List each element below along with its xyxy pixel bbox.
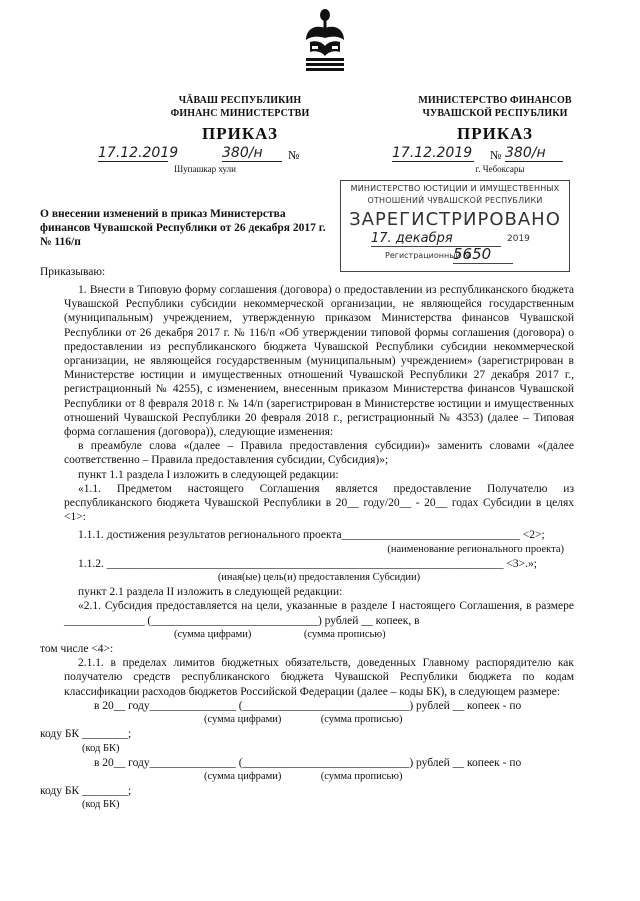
document-body — [40, 283, 574, 813]
paragraph: коду БК ________; — [40, 728, 132, 741]
paragraph: в 20__ году_______________ (_____________________________) рублей __ копеек - по — [94, 699, 522, 712]
field-caption: (сумма цифрами) (сумма прописью) — [204, 714, 403, 726]
stamp-line: ОТНОШЕНИЙ ЧУВАШСКОЙ РЕСПУБЛИКИ — [367, 196, 543, 205]
stamp-reg-number: 5650 — [453, 245, 513, 264]
order-date-left: 17.12.2019 — [98, 145, 179, 161]
paragraph: том числе <4>: — [40, 643, 114, 656]
org-line: МИНИСТЕРСТВО ФИНАНСОВ — [418, 95, 572, 106]
paragraph: пункт 2.1 раздела II изложить в следующей редакции: — [78, 586, 343, 599]
stamp-date: 17. декабря — [371, 231, 501, 247]
prikazyvayu: Приказываю: — [40, 266, 106, 278]
city-left: Шупашкар хули — [174, 164, 236, 174]
paragraph: «1.1. Предметом настоящего Соглашения является предоставление Получателю из республиканского бюджета Чувашской Республики в 20__ году/20__ - 20__ годах Субсидии в целях <1>: — [64, 482, 574, 524]
paragraph: 1. Внести в Типовую форму соглашения (договора) о предоставлении из республиканского бюджета Чувашской Республики субсидии некоммерческой организации, не являющейся государственным (муниципальным) учреждением, утвержденную приказом Министерства финансов Чувашской Республики от 26 декабря 2017 г. № 116/п «Об утверждении типовой формы соглашения (договора) о предоставлении из республиканского бюджета Чувашской Республики субсидии некоммерческой организации, не являющейся государственным (муниципальным) учреждением» (зарегистрирован в Министерстве юстиции и имущественных отношений Чувашской Республики 27 декабря 2017 г., регистрационный № 4255), с изменением, внесенным приказом Министерства финансов Чувашской Республики от 8 февраля 2018 г. № 14/п (зарегистрирован в Министерстве юстиции и имущественных отношений Чувашской Республики 20 февраля 2018 г., регистрационный № 4353) (далее – Типовая форма соглашения (договора)), следующие изменения: — [64, 284, 574, 439]
stamp-reg-label: Регистрационный № — [385, 251, 472, 260]
document-title: О внесении изменений в приказ Министерства финансов Чувашской Республики от 26 декабря 2017 г. № 116/п — [40, 208, 326, 248]
field-caption: (сумма цифрами) (сумма прописью) — [174, 628, 386, 640]
paragraph: коду БК ________; — [40, 785, 132, 798]
paragraph: «2.1. Субсидия предоставляется на цели, указанные в разделе I настоящего Соглашения, в размере ______________ (_____________________________) рублей __ копеек, в — [64, 600, 574, 627]
order-date-right: 17.12.2019 — [392, 145, 473, 161]
registration-stamp — [340, 180, 570, 272]
emblem-icon — [300, 6, 350, 78]
org-line: ЧĂВАШ РЕСПУБЛИКИН — [178, 95, 302, 106]
paragraph: пункт 1.1 раздела I изложить в следующей редакции: — [78, 468, 339, 481]
paragraph: в преамбуле слова «(далее – Правила предоставления субсидии)» заменить словами «(далее соответственно – Правила предоставления субсидии, Субсидия)»; — [64, 440, 574, 467]
city-right: г. Чебоксары — [475, 164, 525, 174]
org-header-russian — [395, 94, 595, 120]
stamp-registered: ЗАРЕГИСТРИРОВАНО — [349, 209, 561, 230]
prikaz-heading-right: ПРИКАЗ — [457, 124, 533, 143]
order-number-right: 380/н — [505, 145, 563, 162]
field-caption: (код БК) — [82, 742, 120, 754]
stamp-line: МИНИСТЕРСТВО ЮСТИЦИИ И ИМУЩЕСТВЕННЫХ — [350, 184, 560, 193]
field-caption: (иная(ые) цель(и) предоставления Субсидии) — [217, 572, 421, 584]
paragraph: в 20__ году_______________ (_____________________________) рублей __ копеек - по — [94, 756, 522, 769]
prikaz-heading-left: ПРИКАЗ — [202, 124, 278, 143]
field-caption: (наименование регионального проекта) — [387, 543, 564, 555]
field-caption: (код БК) — [82, 799, 120, 811]
order-number-left: 380/н — [222, 145, 282, 162]
paragraph: 2.1.1. в пределах лимитов бюджетных обязательств, доведенных Главному распорядителю как получателю средств республиканского бюджета Чувашской Республики бюджета по кодам классификации расходов бюджетов Российской Федерации (далее – коды БК), в следующем размере: — [64, 657, 574, 698]
org-line: ЧУВАШСКОЙ РЕСПУБЛИКИ — [422, 108, 568, 119]
number-sign: № — [490, 148, 502, 162]
paragraph: 1.1.2. _____________________________________________________________________ <3>.»; — [78, 557, 537, 570]
stamp-year: 2019 — [507, 234, 530, 244]
field-caption: (сумма цифрами) (сумма прописью) — [204, 770, 403, 782]
number-sign: № — [288, 148, 300, 162]
paragraph: 1.1.1. достижения результатов регионального проекта_______________________________ <2>; — [78, 529, 545, 542]
org-header-chuvash — [140, 94, 340, 120]
org-line: ФИНАНС МИНИСТЕРСТВИ — [170, 108, 310, 119]
